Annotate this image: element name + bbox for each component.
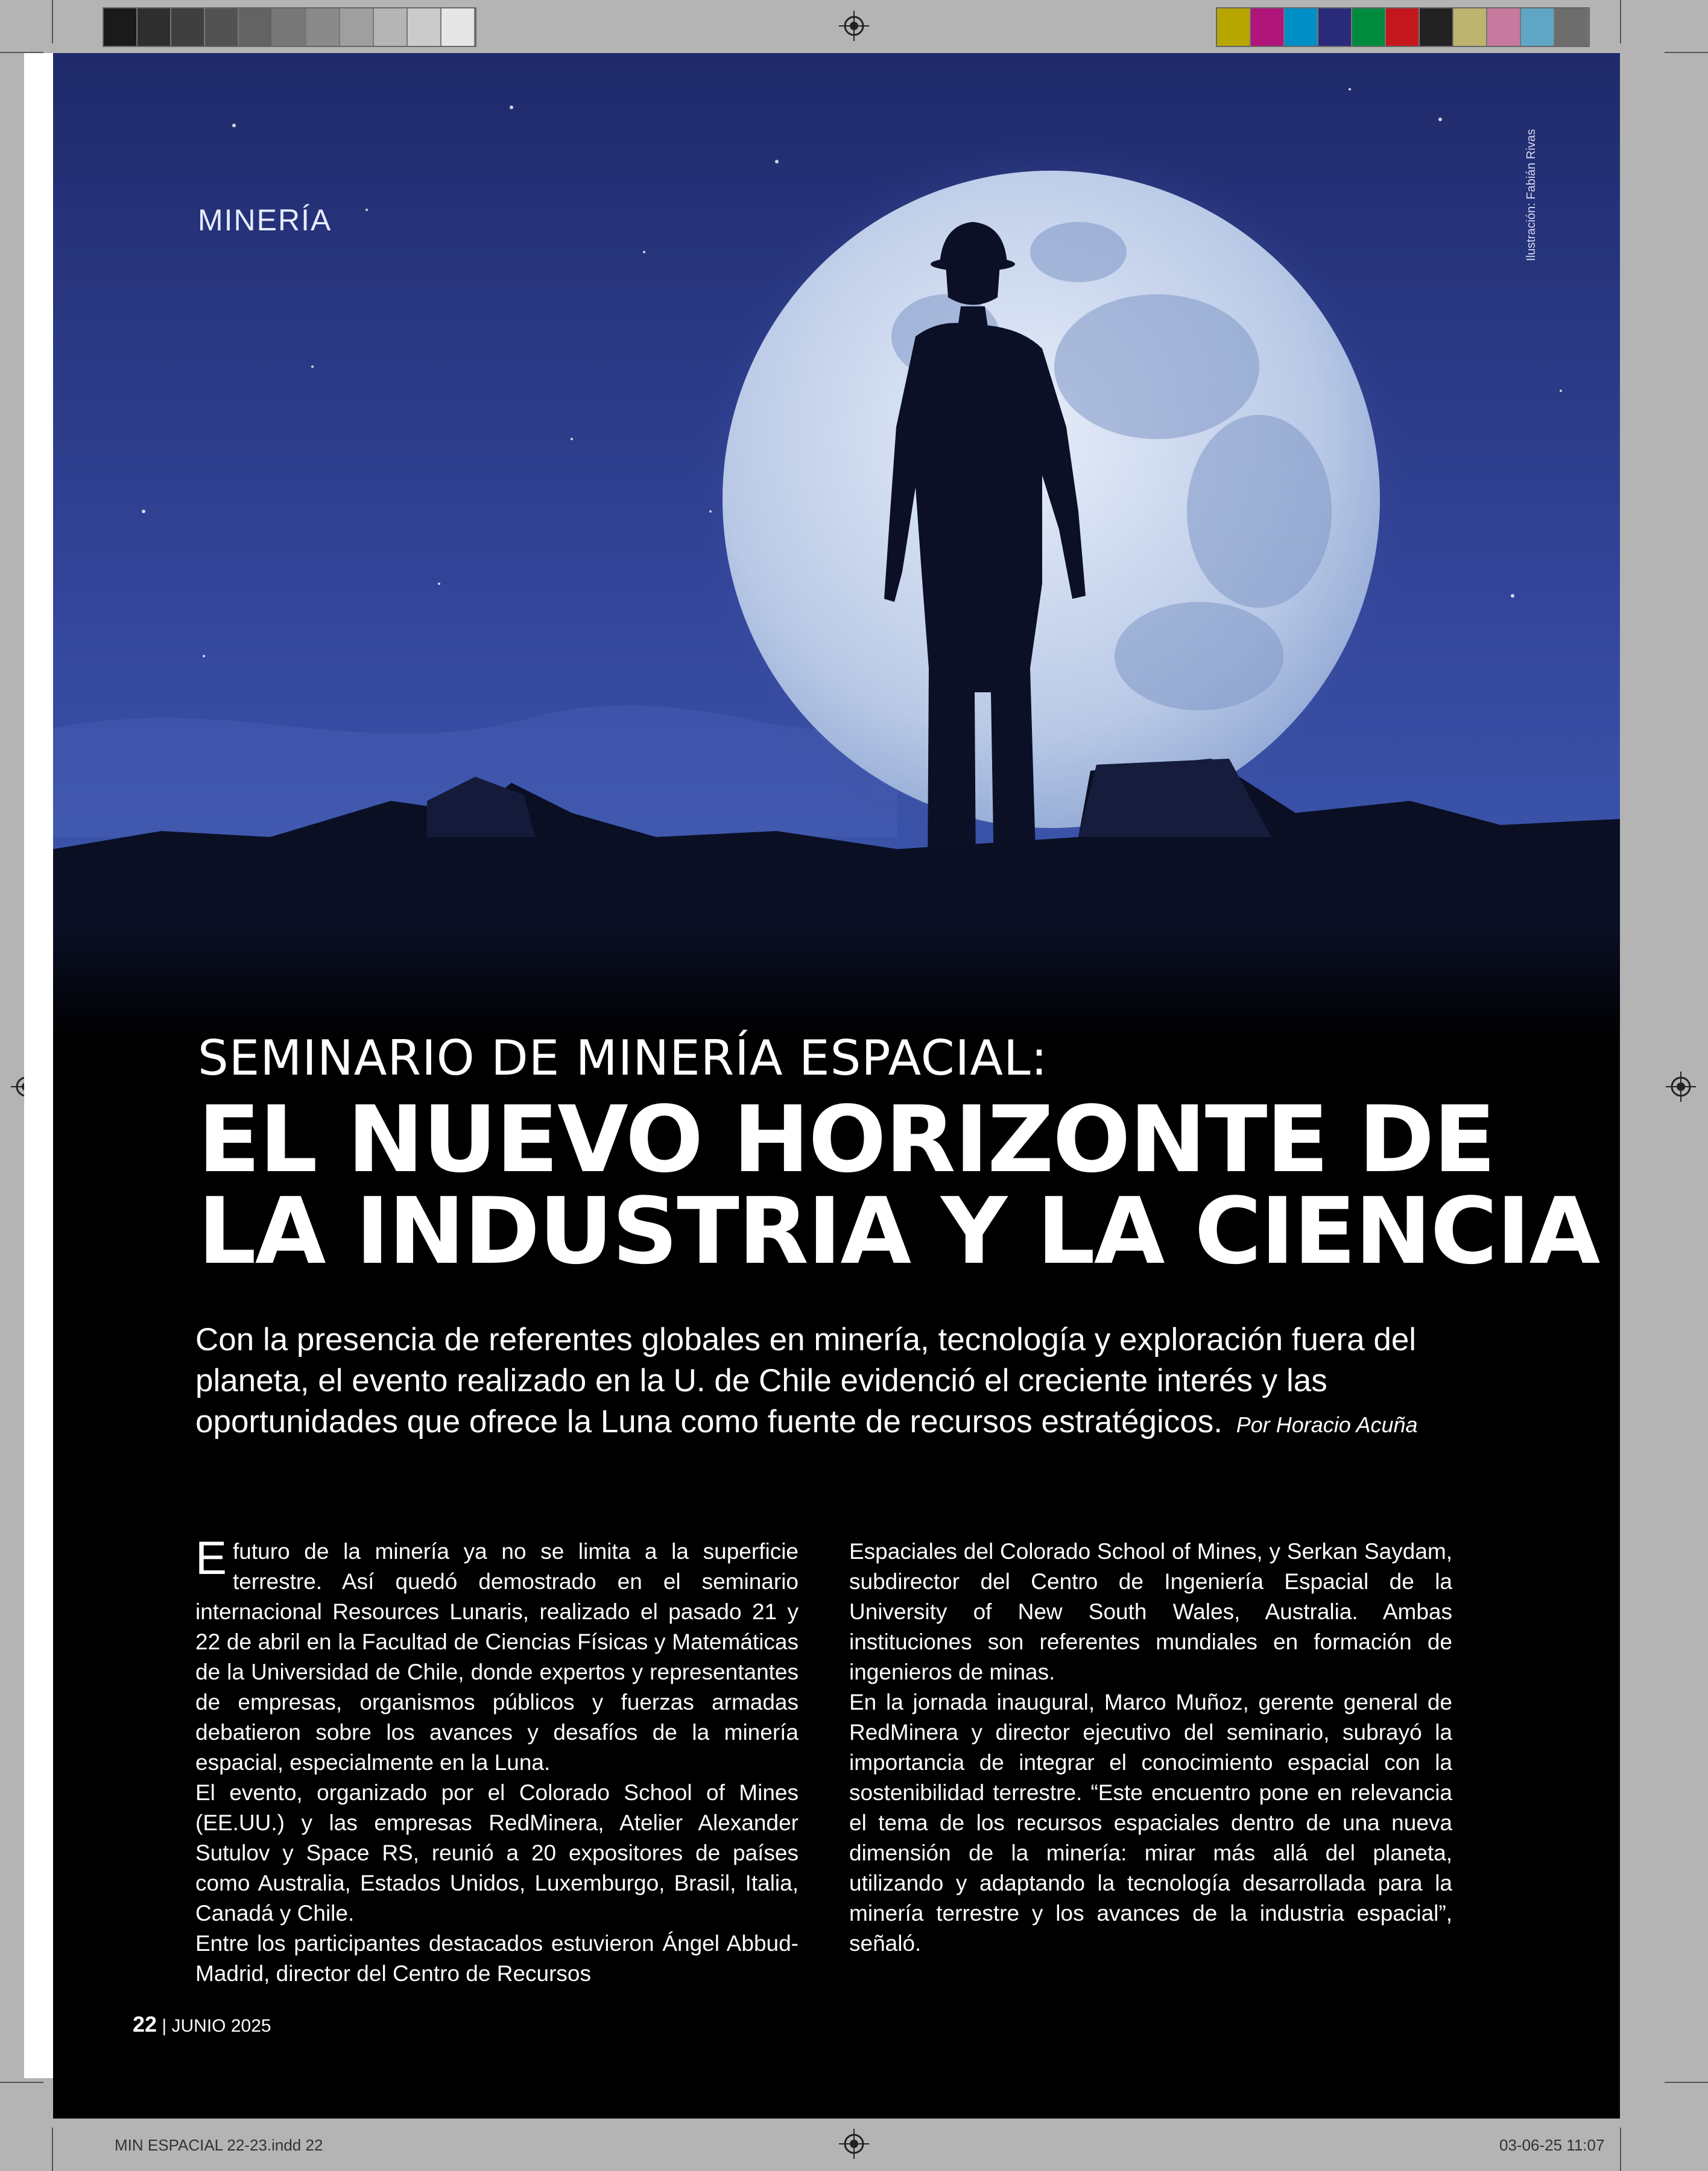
registration-mark-icon — [1666, 1072, 1696, 1102]
crop-mark — [52, 0, 53, 43]
body-paragraph: Entre los participantes destacados estuvieron Ángel Abbud-Madrid, director del Centro de Recursos — [195, 1931, 799, 1986]
color-swatch — [205, 8, 239, 46]
color-swatch — [273, 8, 306, 46]
section-label: MINERÍA — [198, 203, 332, 237]
crop-mark — [52, 2128, 53, 2171]
color-swatch — [1487, 8, 1521, 46]
color-swatch — [306, 8, 340, 46]
headline-line-1: EL NUEVO HORIZONTE DE — [198, 1086, 1495, 1193]
gray-swatch-bar — [103, 7, 476, 47]
color-swatch — [1217, 8, 1251, 46]
page-number: 22 — [133, 2012, 157, 2037]
crop-mark — [1620, 0, 1621, 43]
photo-credit: Ilustración: Fabián Rivas — [1525, 129, 1538, 261]
body-column-1 — [195, 1531, 799, 1989]
issue-date: | JUNIO 2025 — [162, 2016, 271, 2036]
body-paragraph — [195, 1531, 799, 1778]
body-paragraph: El evento, organizado por el Colorado School of Mines (EE.UU.) y las empresas RedMinera, Atelier Alexander Sutulov y Space RS, reunió a 20 expositores de países como Australia, Estados Unidos, Luxemburgo, Brasil, Italia, Canadá y Chile. — [195, 1780, 799, 1926]
page-folio — [133, 2012, 271, 2037]
color-swatch — [171, 8, 205, 46]
color-swatch — [1352, 8, 1386, 46]
registration-mark-icon — [839, 2129, 869, 2159]
moon-miner-illustration — [53, 53, 1620, 1042]
crop-mark — [1620, 2128, 1621, 2171]
paragraph-text: futuro de la minería ya no se limita a la superficie terrestre. Así quedó demostrado en el seminario internacional Resources Lunaris, realizado el pasado 21 y 22 de abril en la Facultad de Ciencias Físicas y Matemáticas de la Universidad de Chile, donde expertos y representantes de empresas, organismos públicos y fuerzas armadas debatieron sobre los avances y desafíos de la minería espacial, especialmente en la Luna. — [195, 1539, 799, 1775]
hero-illustration — [53, 53, 1620, 1042]
crop-mark — [0, 2082, 43, 2083]
article-kicker: SEMINARIO DE MINERÍA ESPACIAL: — [198, 1030, 1048, 1086]
body-paragraph: En la jornada inaugural, Marco Muñoz, gerente general de RedMinera y director ejecutivo del seminario, subrayó la importancia de integrar el conocimiento espacial con la sostenibilidad terrestre. “Este encuentro pone en relevancia el tema de los recursos espaciales dentro de una nueva dimensión de la minería: mirar más allá del planeta, utilizando y adaptando la tecnología desarrollada para la minería terrestre y los avances de la industria espacial”, señaló. — [849, 1690, 1452, 1956]
drop-cap: E — [195, 1531, 227, 1584]
color-swatch — [374, 8, 408, 46]
page-margin-strip — [24, 53, 53, 2078]
crop-mark — [1665, 2082, 1708, 2083]
color-swatch — [1555, 8, 1589, 46]
body-column-2 — [849, 1537, 1452, 1959]
color-swatch — [441, 8, 475, 46]
slug-file-info: MIN ESPACIAL 22-23.indd 22 — [115, 2136, 323, 2154]
article-headline — [198, 1086, 1599, 1285]
crop-mark — [1665, 52, 1708, 53]
magazine-page — [53, 53, 1620, 2119]
article-lead — [195, 1319, 1502, 1446]
color-swatch — [138, 8, 171, 46]
color-swatch — [408, 8, 441, 46]
slug-date-info: 03-06-25 11:07 — [1499, 2136, 1605, 2154]
color-swatch — [1521, 8, 1555, 46]
color-swatch — [1453, 8, 1487, 46]
registration-mark-icon — [839, 11, 869, 41]
color-swatch — [1318, 8, 1352, 46]
color-swatch — [104, 8, 138, 46]
color-swatch — [340, 8, 374, 46]
color-swatch-bar — [1216, 7, 1590, 47]
byline: Por Horacio Acuña — [1236, 1412, 1418, 1437]
color-swatch — [1251, 8, 1285, 46]
color-swatch — [1285, 8, 1318, 46]
color-swatch — [239, 8, 273, 46]
color-swatch — [1386, 8, 1420, 46]
body-paragraph: Espaciales del Colorado School of Mines, y Serkan Saydam, subdirector del Centro de Ingeniería Espacial de la University of New South Wales, Australia. Ambas instituciones son referentes mundiales en formación de ingenieros de minas. — [849, 1539, 1452, 1684]
color-swatch — [1420, 8, 1453, 46]
lead-text: Con la presencia de referentes globales en minería, tecnología y exploración fuera del planeta, el evento realizado en la U. de Chile evidenció el creciente interés y las oportunidades que ofrece la Luna como fuente de recursos estratégicos. — [195, 1322, 1417, 1439]
headline-line-2: LA INDUSTRIA Y LA CIENCIA — [198, 1178, 1599, 1285]
